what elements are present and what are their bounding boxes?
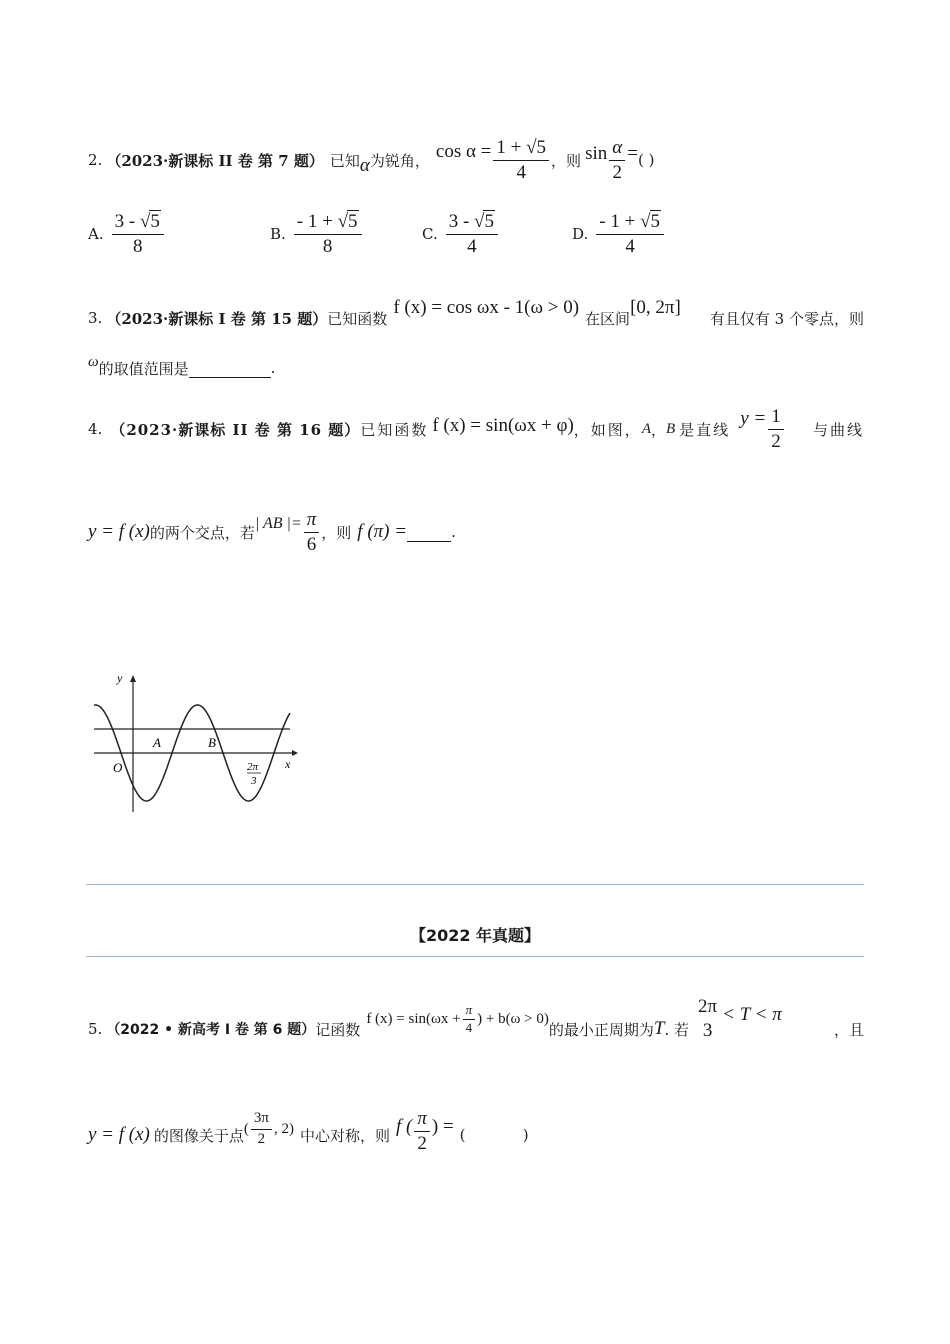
omega-symbol: ω bbox=[88, 353, 99, 370]
radicand: 5 bbox=[484, 210, 494, 232]
end-period: . bbox=[451, 523, 456, 541]
x-axis-arrow bbox=[292, 750, 298, 756]
y-axis-arrow bbox=[130, 675, 136, 682]
f-lhs: f ( bbox=[395, 1116, 413, 1137]
question-text: 的两个交点，若 bbox=[149, 523, 255, 542]
point-b-label: B bbox=[666, 420, 676, 437]
end-period: . bbox=[270, 359, 276, 377]
option-fraction: $\frac{3 - √5}{8}$ bbox=[112, 211, 164, 258]
tick-numerator: 2π bbox=[247, 761, 259, 773]
fraction-denominator: 3 bbox=[702, 1020, 713, 1041]
option-d[interactable] bbox=[572, 210, 666, 258]
question-text: 在区间 bbox=[585, 309, 631, 328]
question-text: ，则 bbox=[321, 523, 352, 542]
pi-over-two bbox=[414, 1108, 430, 1155]
question-text: 为锐角， bbox=[369, 151, 430, 170]
point-b-label: B bbox=[208, 735, 216, 750]
radicand: 5 bbox=[150, 210, 160, 232]
option-b[interactable] bbox=[270, 210, 364, 258]
curve-expr: y = f (x) bbox=[88, 1124, 150, 1145]
fraction-numerator: 2π bbox=[698, 996, 718, 1018]
cos-lhs: cos α = bbox=[435, 141, 492, 162]
question-2 bbox=[88, 138, 654, 182]
question-source: （2023·新课标 I 卷 第 15 题） bbox=[106, 309, 328, 328]
fraction-denominator: 8 bbox=[322, 235, 333, 257]
option-label: B. bbox=[270, 225, 286, 243]
fraction-numerator: 3π bbox=[251, 1110, 272, 1129]
section-title: 【2022 年真题】 bbox=[409, 926, 541, 945]
point-open: ( bbox=[243, 1120, 249, 1137]
question-text: . 若 bbox=[664, 1020, 690, 1039]
question-3 bbox=[88, 298, 864, 338]
question-source: （2023·新课标 II 卷 第 16 题） bbox=[110, 420, 361, 439]
answer-paren: ( ) bbox=[459, 1126, 529, 1144]
fraction-numerator: π bbox=[414, 1108, 430, 1132]
fraction-denominator: 8 bbox=[132, 235, 143, 257]
cos-fraction bbox=[493, 137, 549, 184]
option-fraction: $\frac{- 1 + √5}{4}$ bbox=[596, 211, 664, 258]
question-text: 记函数 bbox=[315, 1020, 361, 1039]
sine-graph bbox=[90, 670, 300, 815]
question-number: 4. bbox=[88, 420, 103, 438]
question-4-line2 bbox=[88, 508, 456, 556]
period-symbol: T bbox=[653, 1018, 665, 1039]
fraction-denominator: 4 bbox=[465, 1019, 473, 1035]
x-axis-label: x bbox=[285, 757, 291, 771]
divider-top bbox=[86, 884, 864, 885]
point-close: , 2) bbox=[273, 1120, 294, 1137]
numerator-part: - 1 + bbox=[599, 210, 636, 232]
function-part: f (x) = sin(ωx + bbox=[366, 1010, 461, 1027]
option-label: A. bbox=[88, 225, 104, 243]
function-part: ) + b(ω > 0) bbox=[477, 1010, 549, 1027]
option-a[interactable] bbox=[88, 210, 166, 258]
question-text: ，且 bbox=[833, 1020, 864, 1039]
fraction-numerator: 1 bbox=[768, 406, 784, 430]
question-number: 2. bbox=[88, 151, 103, 169]
tick-denominator: 3 bbox=[251, 775, 257, 787]
option-fraction: $\frac{3 - √5}{4}$ bbox=[446, 211, 498, 258]
ab-length: | AB |= bbox=[254, 515, 302, 532]
numerator-part: 3 - bbox=[114, 210, 136, 232]
option-label: D. bbox=[572, 225, 589, 243]
question-text: 与曲线 bbox=[812, 420, 864, 439]
origin-label: O bbox=[113, 760, 123, 775]
question-3-line2 bbox=[88, 353, 276, 380]
question-text: 的取值范围是 bbox=[98, 359, 189, 378]
fraction-denominator: 2 bbox=[771, 430, 781, 452]
question-5 bbox=[88, 998, 864, 1060]
fraction-numerator: π bbox=[304, 509, 320, 533]
f-rhs: ) = bbox=[431, 1116, 454, 1137]
fraction-denominator: 4 bbox=[625, 235, 635, 257]
fraction-numerator: 1 + √5 bbox=[493, 137, 549, 161]
fraction-denominator: 6 bbox=[306, 533, 317, 555]
question-text: 已知 bbox=[329, 151, 360, 170]
fraction-denominator: 4 bbox=[516, 161, 526, 183]
question-text: 有且仅有 3 个零点，则 bbox=[709, 309, 864, 328]
question-number: 5. bbox=[88, 1020, 103, 1038]
question-text: 已知函数 bbox=[327, 309, 388, 328]
interval-expr: [0, 2π] bbox=[630, 297, 681, 318]
equals-sign: = bbox=[627, 143, 638, 164]
fraction-numerator: α bbox=[609, 137, 625, 161]
alpha-symbol: α bbox=[359, 155, 370, 176]
function-expr: f (x) = sin(ωx + φ) bbox=[432, 415, 574, 436]
sin-lhs: sin bbox=[585, 143, 608, 164]
question-text: 中心对称，则 bbox=[299, 1126, 390, 1145]
answer-blank[interactable] bbox=[407, 523, 451, 542]
pi-over-four bbox=[463, 1003, 476, 1036]
option-label: C. bbox=[422, 225, 438, 243]
two-pi-over-three bbox=[695, 996, 720, 1042]
option-fraction: $\frac{- 1 + √5}{8}$ bbox=[294, 211, 362, 258]
fraction-denominator: 2 bbox=[257, 1130, 266, 1147]
numerator-part: - 1 + bbox=[296, 210, 333, 232]
question-text: 是直线 bbox=[679, 420, 731, 439]
function-expr: f (x) = cos ωx - 1(ω > 0) bbox=[393, 297, 580, 318]
fraction-denominator: 4 bbox=[467, 235, 477, 257]
curve-expr: y = f (x) bbox=[88, 521, 150, 542]
question-5-line2 bbox=[88, 1107, 529, 1160]
question-text: 的最小正周期为 bbox=[548, 1020, 654, 1039]
radicand: 5 bbox=[348, 210, 358, 232]
three-pi-over-two bbox=[251, 1110, 272, 1148]
question-4 bbox=[88, 398, 864, 460]
point-a-label: A bbox=[153, 735, 161, 750]
question-text: 已知函数 bbox=[360, 420, 429, 439]
divider-bottom bbox=[86, 956, 864, 957]
question-source: （2022 • 新高考 I 卷 第 6 题） bbox=[106, 1022, 316, 1038]
question-number: 3. bbox=[88, 309, 103, 327]
separator: ， bbox=[650, 420, 666, 439]
fraction-numerator: π bbox=[463, 1003, 476, 1020]
sin-fraction bbox=[609, 137, 625, 184]
half-fraction bbox=[768, 406, 784, 453]
line-lhs: y = bbox=[740, 408, 767, 429]
f-pi-expr: f (π) = bbox=[357, 521, 408, 542]
question-text: ，如图， bbox=[573, 420, 642, 439]
fraction-denominator: 2 bbox=[417, 1132, 427, 1154]
ab-fraction bbox=[304, 509, 320, 556]
radicand: 5 bbox=[650, 210, 660, 232]
numerator-part: 3 - bbox=[448, 210, 470, 232]
fraction-denominator: 2 bbox=[612, 161, 622, 183]
option-c[interactable] bbox=[422, 210, 500, 258]
question-text: 的图像关于点 bbox=[153, 1126, 244, 1145]
question-text: ，则 bbox=[551, 151, 582, 170]
answer-paren: ( ) bbox=[637, 151, 655, 169]
function-expr bbox=[366, 1003, 549, 1036]
answer-blank[interactable] bbox=[189, 359, 271, 378]
y-axis-label: y bbox=[117, 671, 123, 685]
question-source: （2023·新课标 II 卷 第 7 题） bbox=[106, 151, 324, 170]
point-a-label: A bbox=[641, 420, 651, 437]
inequality-rest: < T < π bbox=[722, 1004, 782, 1025]
